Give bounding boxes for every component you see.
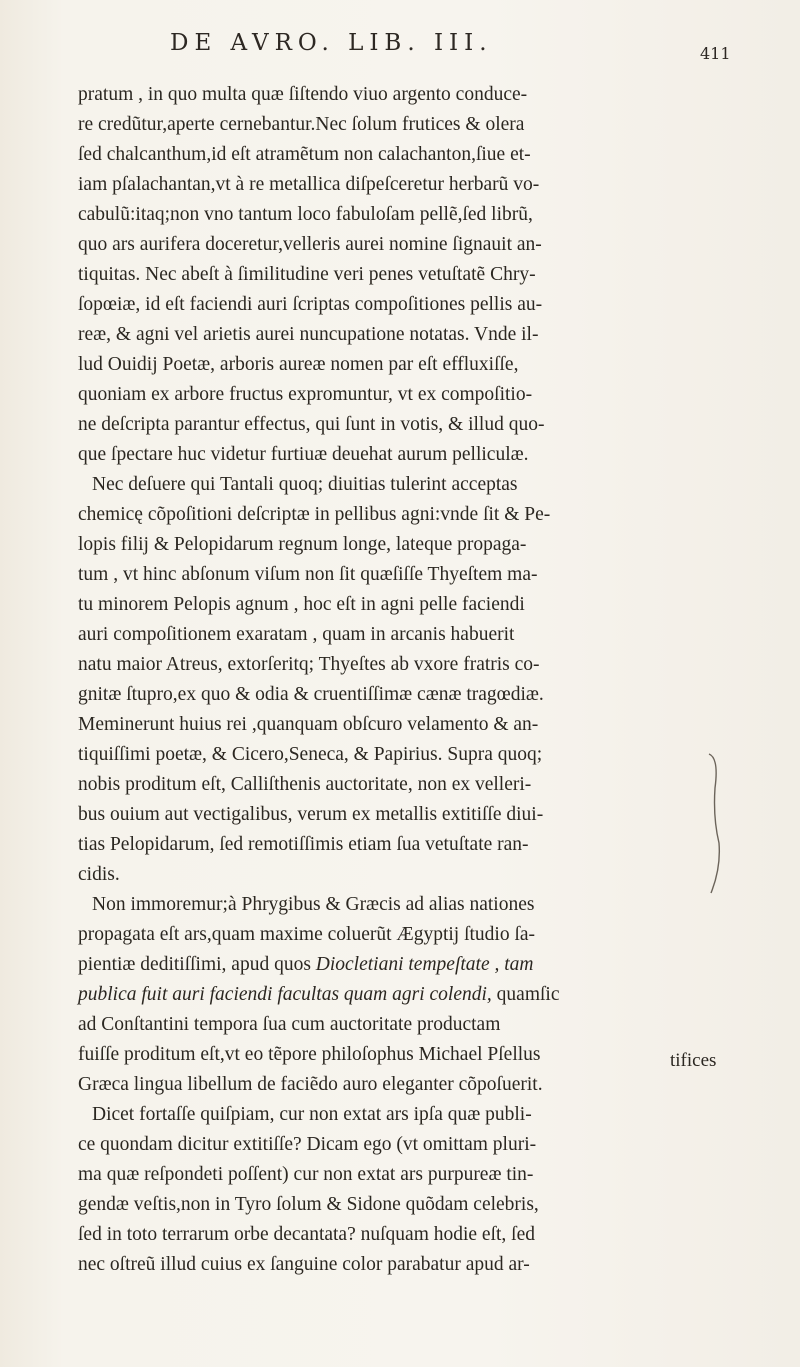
text-line: pratum , in quo multa quæ ſiſtendo viuo argento conduce- — [78, 84, 528, 105]
margin-bracket-mark — [705, 748, 725, 898]
text-line: Dicet fortaſſe quiſpiam, cur non extat ars ipſa quæ publi- — [92, 1104, 532, 1125]
text-line: gendæ veſtis,non in Tyro ſolum & Sidone quõdam celebris, — [78, 1194, 539, 1215]
body-text — [78, 80, 708, 1280]
text-line: nobis proditum eſt, Calliſthenis auctoritate, non ex velleri- — [78, 774, 532, 795]
text-line: que ſpectare huc videtur furtiuæ deuehat aurum pelliculæ. — [78, 444, 529, 465]
text-line: cabulũ:itaq;non vno tantum loco fabuloſam pellẽ,ſed librũ, — [78, 204, 533, 225]
italic-segment: publica fuit auri faciendi facultas quam agri colendi, — [78, 984, 492, 1005]
italic-segment: Diocletiani tempeſtate , tam — [315, 954, 534, 975]
text-line: tiquitas. Nec abeſt à ſimilitudine veri penes vetuſtatẽ Chry- — [78, 264, 536, 285]
text-line: quoniam ex arbore fructus expromuntur, vt ex compoſitio- — [78, 384, 533, 405]
text-line: cidis. — [78, 864, 120, 885]
text-line: tias Pelopidarum, ſed remotiſſimis etiam ſua vetuſtate ran- — [78, 834, 529, 855]
text-segment: pientiæ deditiſſimi, apud quos — [78, 954, 316, 975]
text-line: chemicę cõpoſitioni deſcriptæ in pellibus agni:vnde ſit & Pe- — [78, 504, 551, 525]
text-line: re credũtur,aperte cernebantur.Nec ſolum frutices & olera — [78, 114, 525, 135]
running-title: DE AVRO. LIB. III. — [170, 30, 493, 56]
text-line: gnitæ ſtupro,ex quo & odia & cruentiſſimæ cænæ tragœdiæ. — [78, 684, 544, 705]
text-line: tiquiſſimi poetæ, & Cicero,Seneca, & Papirius. Supra quoq; — [78, 744, 543, 765]
text-line: tum , vt hinc abſonum viſum non ſit quæſiſſe Thyeſtem ma- — [78, 564, 538, 585]
text-line: ce quondam dicitur extitiſſe? Dicam ego (vt omittam pluri- — [78, 1134, 537, 1155]
catchword: tifices — [670, 1050, 717, 1071]
text-line: ad Conſtantini tempora ſua cum auctoritate productam — [78, 1014, 501, 1035]
text-line: bus ouium aut vectigalibus, verum ex metallis extitiſſe diui- — [78, 804, 544, 825]
text-segment: quamſic — [491, 984, 560, 1005]
text-line: natu maior Atreus, extorſeritq; Thyeſtes ab vxore fratris co- — [78, 654, 540, 675]
text-line: propagata eſt ars,quam maxime coluerũt Ægyptij ſtudio ſa- — [78, 924, 536, 945]
text-line: ſopœiæ, id eſt faciendi auri ſcriptas compoſitiones pellis au- — [78, 294, 543, 315]
text-line: ne deſcripta parantur effectus, qui ſunt in votis, & illud quo- — [78, 414, 545, 435]
text-line: iam pſalachantan,vt à re metallica diſpeſceretur herbarũ vo- — [78, 174, 540, 195]
text-line: tu minorem Pelopis agnum , hoc eſt in agni pelle faciendi — [78, 594, 525, 615]
page-number: 411 — [700, 44, 731, 63]
text-line: nec oſtreũ illud cuius ex ſanguine color parabatur apud ar- — [78, 1254, 530, 1275]
text-line — [78, 980, 708, 1010]
text-line: fuiſſe proditum eſt,vt eo tẽpore philoſophus Michael Pſellus — [78, 1044, 541, 1065]
text-line: reæ, & agni vel arietis aurei nuncupatione notatas. Vnde il- — [78, 324, 539, 345]
text-line: quo ars aurifera doceretur,velleris aurei nomine ſignauit an- — [78, 234, 542, 255]
text-line: auri compoſitionem exaratam , quam in arcanis habuerit — [78, 624, 515, 645]
text-line: Græca lingua libellum de faciẽdo auro eleganter cõpoſuerit. — [78, 1074, 543, 1095]
text-line: ma quæ reſpondeti poſſent) cur non extat ars purpureæ tin- — [78, 1164, 534, 1185]
text-line: Nec deſuere qui Tantali quoq; diuitias tulerint acceptas — [92, 474, 518, 495]
text-line: lud Ouidij Poetæ, arboris aureæ nomen par eſt effluxiſſe, — [78, 354, 519, 375]
text-line — [78, 950, 708, 980]
text-line: ſed in toto terrarum orbe decantata? nuſquam hodie eſt, ſed — [78, 1224, 535, 1245]
text-line: Non immoremur;à Phrygibus & Græcis ad alias nationes — [92, 894, 535, 915]
text-line: Meminerunt huius rei ,quanquam obſcuro velamento & an- — [78, 714, 539, 735]
text-line: ſed chalcanthum,id eſt atramẽtum non calachanton,ſiue et- — [78, 144, 531, 165]
text-line: lopis filij & Pelopidarum regnum longe, lateque propaga- — [78, 534, 527, 555]
